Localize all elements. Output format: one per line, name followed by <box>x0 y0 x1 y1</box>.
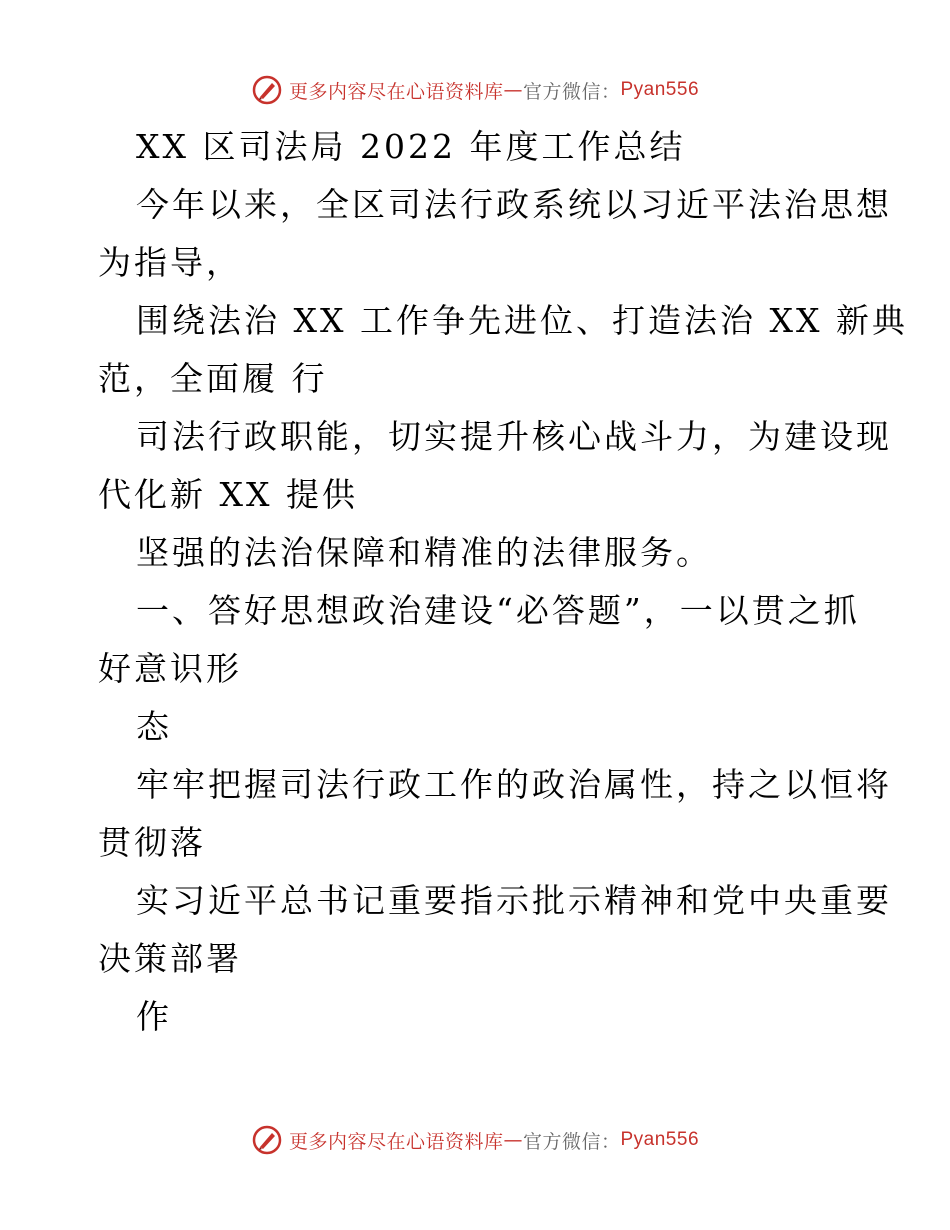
watermark-wechat-label: 官方微信： <box>522 80 621 103</box>
watermark-wechat-id: Pyan556 <box>620 1129 700 1150</box>
pen-logo-icon <box>251 74 283 106</box>
watermark-banner-bottom <box>0 1120 950 1160</box>
document-title: XX 区司法局 2022 年度工作总结 <box>136 127 686 166</box>
paragraph-line: 范，全面履 行 <box>98 359 328 398</box>
paragraph-line: 实习近平总书记重要指示批示精神和党中央重要 <box>136 881 892 920</box>
section-heading-line: 态 <box>136 707 172 746</box>
watermark-wechat-id: Pyan556 <box>620 79 700 100</box>
section-heading-line: 好意识形 <box>98 649 242 688</box>
section-heading-line: 一、答好思想政治建设“必答题”，一以贯之抓 <box>136 591 860 630</box>
paragraph-line: 为指导， <box>98 243 242 282</box>
paragraph-line: 贯彻落 <box>98 823 206 862</box>
paragraph-line: 决策部署 <box>98 939 242 978</box>
watermark-site-text: 更多内容尽在心语资料库 <box>288 1130 504 1153</box>
watermark-separator: — <box>503 79 523 101</box>
watermark-wechat-label: 官方微信： <box>522 1130 621 1153</box>
paragraph-line: 牢牢把握司法行政工作的政治属性，持之以恒将 <box>136 765 892 804</box>
paragraph-line: 今年以来，全区司法行政系统以习近平法治思想 <box>136 185 892 224</box>
paragraph-line: 坚强的法治保障和精准的法律服务。 <box>136 533 712 572</box>
watermark-separator: — <box>503 1129 523 1151</box>
paragraph-line: 代化新 XX 提供 <box>98 475 358 514</box>
paragraph-line: 作 <box>136 997 172 1036</box>
watermark-site-text: 更多内容尽在心语资料库 <box>288 80 504 103</box>
pen-logo-icon <box>251 1124 283 1156</box>
paragraph-line: 围绕法治 XX 工作争先进位、打造法治 XX 新典 <box>136 301 908 340</box>
document-body <box>98 118 908 1046</box>
paragraph-line: 司法行政职能，切实提升核心战斗力，为建设现 <box>136 417 892 456</box>
watermark-banner-top <box>0 70 950 110</box>
